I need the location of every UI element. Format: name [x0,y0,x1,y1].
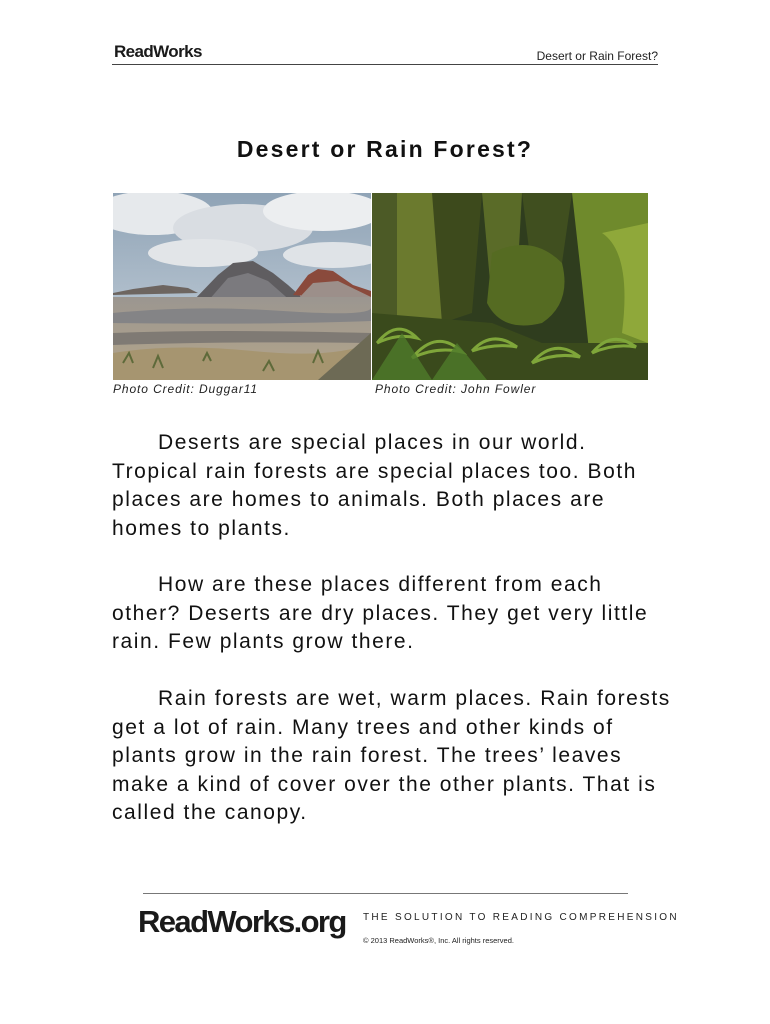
page-title: Desert or Rain Forest? [236,136,534,162]
paragraph: Rain forests are wet, warm places. Rain forests get a lot of rain. Many trees and other kinds of plants grow in the rain forest. The trees’ leaves make a kind of cover over the other plants. That is called the canopy. [112,687,671,824]
photo-credit-rain-forest: Photo Credit: John Fowler [375,382,537,396]
paragraph: How are these places different from each other? Deserts are dry places. They get very little rain. Few plants grow there. [112,573,649,653]
footer-logo: ReadWorks.org [138,904,346,939]
header-logo: ReadWorks [114,42,202,61]
paragraph: Deserts are special places in our world. Tropical rain forests are special places too. Both places are homes to animals. Both places are homes to plants. [112,431,637,540]
desert-photo [113,193,371,380]
header-rule [112,64,658,65]
rain-forest-photo [372,193,648,380]
footer-rule [143,893,628,894]
footer-copyright: © 2013 ReadWorks®, Inc. All rights reserved. [363,936,514,945]
header-title: Desert or Rain Forest? [536,49,658,63]
photo-credit-desert: Photo Credit: Duggar11 [113,382,258,396]
footer-tagline: THE SOLUTION TO READING COMPREHENSION [363,912,679,923]
